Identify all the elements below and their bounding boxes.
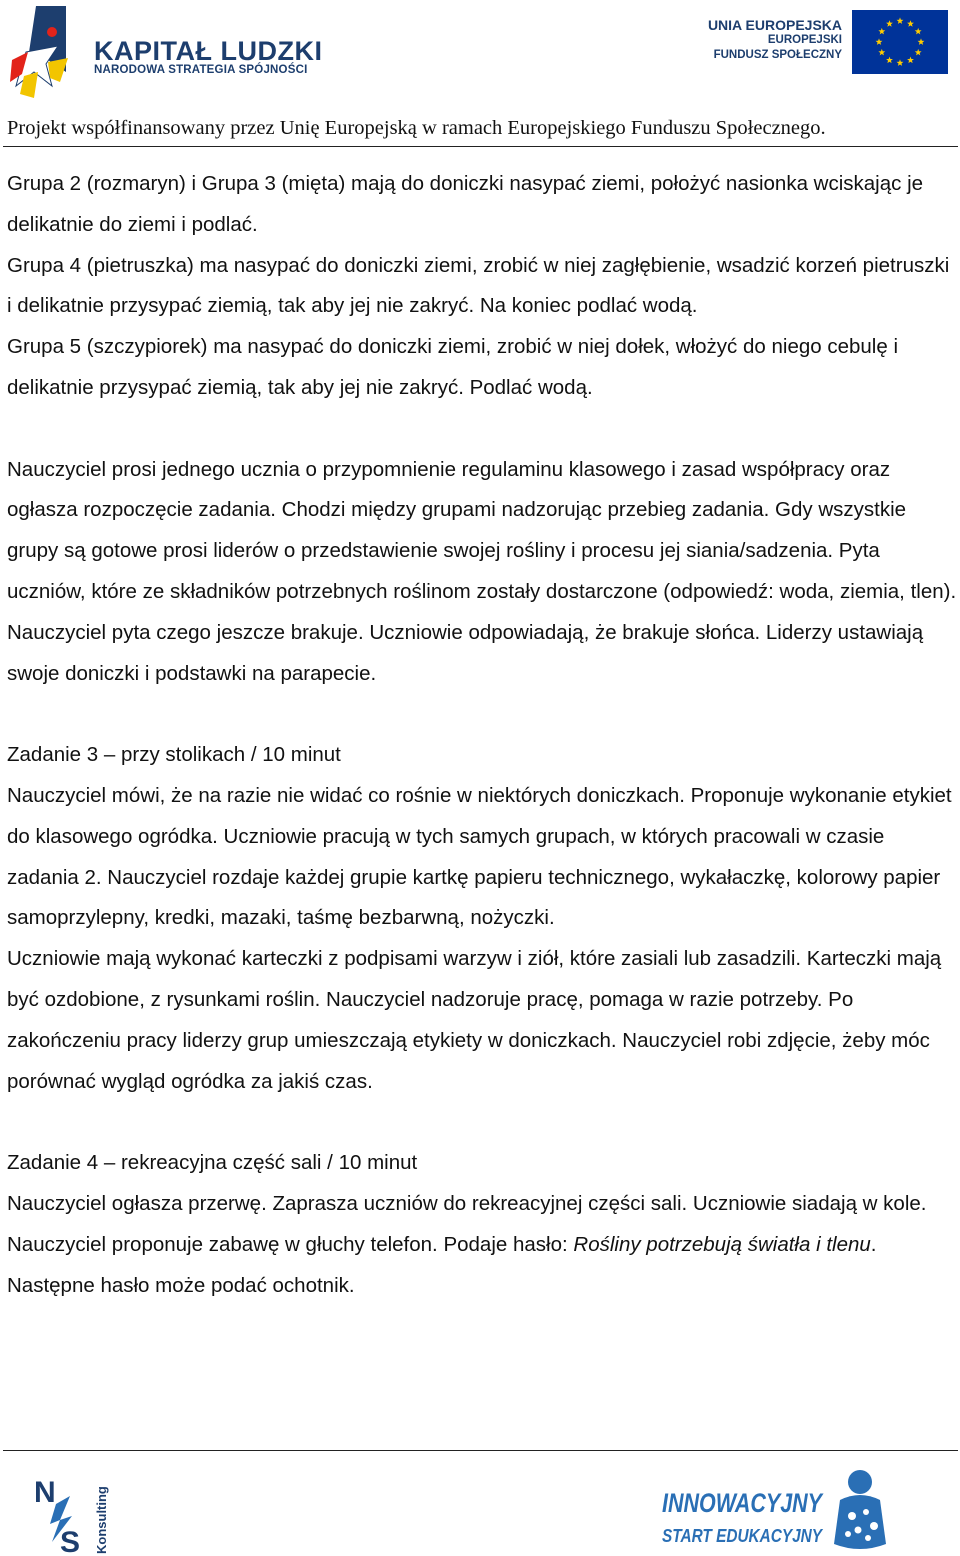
ise-pawn-figure [834,1470,886,1549]
paragraph-teacher-supervision: Nauczyciel prosi jednego ucznia o przypomnienie regulaminu klasowego i zasad współpracy oraz ogłasza rozpoczęcie zadania. Chodzi między grupami nadzorując przebieg zadania. Gdy wszystkie grupy są gotowe prosi liderów o przedstawienie swojej rośliny i procesu jej siania/sadzenia. Pyta uczniów, które ze składników potrzebnych roślinom zostały dostarczone (odpowiedź: woda, ziemia, tlen). Nauczyciel pyta czego jeszcze brakuje. Uczniowie odpowiadają, że brakuje słońca. Liderzy ustawiają swoje doniczki i podstawki na parapecie. [7,457,957,685]
ise-line2: START EDUKACYJNY [662,1526,824,1546]
task-4-heading: Zadanie 4 – rekreacyjna część sali / 10 minut [7,1151,418,1175]
innowacyjny-start-edukacyjny-logo-icon [660,1468,905,1552]
password-phrase: Rośliny potrzebują światła i tlenu [573,1232,871,1256]
task-4-closing: . Następne hasło może podać ochotnik. [7,1232,877,1297]
kapital-ludzki-subtitle: NARODOWA STRATEGIA SPÓJNOŚCI [94,64,308,76]
eu-flag-icon [852,10,948,74]
page-header [0,0,960,139]
svg-text:N: N [34,1476,56,1509]
kapital-ludzki-title: KAPITAŁ LUDZKI [94,36,323,66]
svg-text:S: S [60,1526,81,1556]
paragraph-task-3-intro: Nauczyciel mówi, że na razie nie widać co rośnie w niektórych doniczkach. Proponuje wykonanie etykiet do klasowego ogródka. Uczniowie pracują w tych samych grupach, w których pracowali w czasie zadania 2. Nauczyciel rozdaje każdej grupie kartkę papieru technicznego, wykałaczkę, kolorowy papier samoprzylepny, kredki, mazaki, taśmę bezbarwną, nożyczki. [7,783,952,930]
eu-text-block [708,18,842,63]
paragraph-group-2-3: Grupa 2 (rozmaryn) i Grupa 3 (mięta) mają do doniczki nasypać ziemi, położyć nasionka wciskając je delikatnie do ziemi i podlać. [7,172,924,236]
footer-divider [3,1450,958,1451]
paragraph-gap [7,409,957,450]
header-divider [3,146,958,147]
paragraph-group-5: Grupa 5 (szczypiorek) ma nasypać do doniczki ziemi, zrobić w niej dołek, włożyć do niego cebulę i delikatnie przysypać ziemią, tak aby jej nie zakryć. Podlać wodą. [7,335,899,399]
ise-line1: INNOWACYJNY [662,1488,825,1518]
paragraph-gap [7,1102,957,1143]
eu-fund-line1: EUROPEJSKI [767,34,842,46]
task-3-heading: Zadanie 3 – przy stolikach / 10 minut [7,743,341,767]
paragraph-task-4 [7,1184,957,1306]
kapital-ludzki-logo-icon [8,2,78,102]
project-cofinancing-line: Projekt współfinansowany przez Unię Europejską w ramach Europejskiego Funduszu Społecznego. [7,117,826,139]
task-4-text: Nauczyciel ogłasza przerwę. Zaprasza uczniów do rekreacyjnej części sali. Uczniowie siadają w kole. Nauczyciel proponuje zabawę w głuchy telefon. Podaje hasło: [7,1191,927,1256]
paragraph-task-3-labels: Uczniowie mają wykonać karteczki z podpisami warzyw i ziół, które zasiali lub zasadzili. Karteczki mają być ozdobione, z rysunkami roślin. Nauczyciel nadzoruje pracę, pomaga w razie potrzeby. Po zakończeniu pracy liderzy grup umieszczają etykiety w doniczkach. Nauczyciel robi zdjęcie, żeby móc porównać wygląd ogródka za jakiś czas. [7,947,942,1093]
paragraph-gap [7,694,957,735]
ns-konsulting-text: Konsulting [94,1486,109,1554]
paragraph-group-4: Grupa 4 (pietruszka) ma nasypać do doniczki ziemi, zrobić w niej zagłębienie, wsadzić korzeń pietruszki i delikatnie przysypać ziemią, tak aby jej nie zakryć. Na koniec podlać wodą. [7,253,950,318]
eu-title: UNIA EUROPEJSKA [707,17,842,33]
eu-fund-line2: FUNDUSZ SPOŁECZNY [713,49,842,61]
ns-konsulting-logo-icon [30,1466,110,1556]
page-footer [0,1452,960,1554]
document-body [7,164,957,1306]
